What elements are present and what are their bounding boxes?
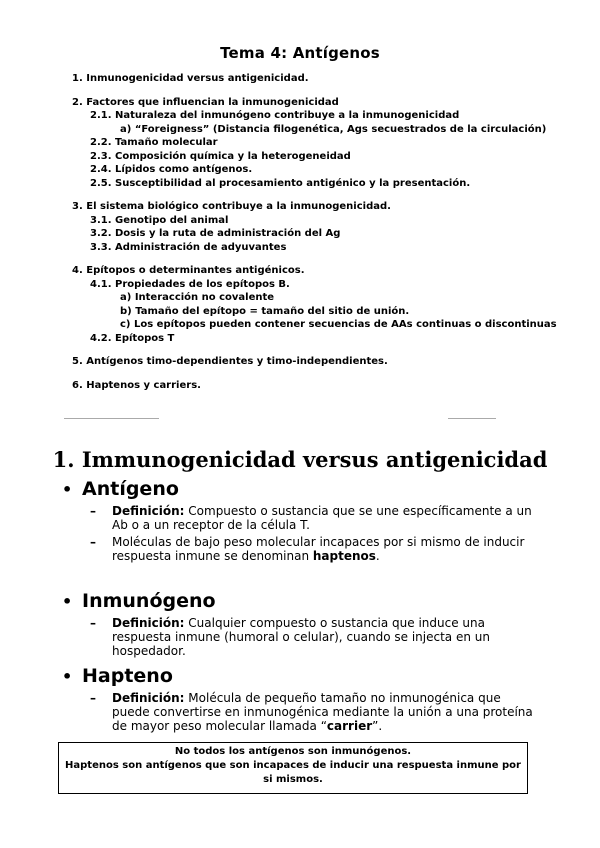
list-item: – Definición: Compuesto o sustancia que se une específicamente a un Ab o a un receptor de la célula T.: [90, 504, 532, 532]
slide-heading: 1. Immunogenicidad versus antigenicidad: [52, 447, 548, 472]
toc-section: [72, 355, 582, 369]
callout-box: [58, 742, 528, 794]
term-hapteno: Hapteno: [82, 665, 173, 687]
toc-subitem: 4.2. Epítopos T: [90, 332, 175, 344]
toc-subitem: b) Tamaño del epítopo = tamaño del sitio de unión.: [120, 305, 410, 317]
callout-line-1: No todos los antígenos son inmunógenos.: [174, 746, 412, 757]
toc-section: [72, 379, 582, 393]
dash-icon: –: [90, 691, 96, 705]
list-item: – Moléculas de bajo peso molecular incapaces por si mismo de inducir respuesta inmune se denominan haptenos.: [90, 535, 525, 563]
bullet-icon: •: [62, 592, 73, 611]
toc-subitem: c) Los epítopos pueden contener secuencias de AAs continuas o discontinuas: [120, 319, 557, 330]
section-hapteno: [62, 665, 542, 736]
toc-section: [72, 200, 582, 254]
list-item: – Definición: Cualquier compuesto o sustancia que induce una respuesta inmune (humoral o celular), cuando se injecta en un hospedador.: [90, 616, 490, 658]
toc-subitem: a) Interacción no covalente: [120, 292, 275, 303]
toc-item: 6. Haptenos y carriers.: [72, 379, 201, 391]
callout-line-2: Haptenos son antígenos que son incapaces de inducir una respuesta inmune por si mismos.: [65, 760, 521, 785]
toc-subitem: 3.1. Genotipo del animal: [90, 214, 229, 226]
dash-icon: –: [90, 535, 96, 549]
toc-subitem: 2.4. Lípidos como antígenos.: [90, 164, 253, 175]
toc-item: 3. El sistema biológico contribuye a la inmunogenicidad.: [72, 201, 391, 212]
section-antigeno: [62, 478, 542, 566]
toc-subitem: 2.5. Susceptibilidad al procesamiento antigénico y la presentación.: [90, 177, 471, 189]
toc-item: 4. Epítopos o determinantes antigénicos.: [72, 265, 305, 276]
term-inmunogeno: Inmunógeno: [82, 590, 216, 612]
dash-icon: –: [90, 616, 96, 630]
toc-section: [72, 72, 582, 86]
table-of-contents: [72, 72, 582, 402]
term-antigeno: Antígeno: [82, 478, 179, 500]
page-title: Tema 4: Antígenos: [220, 44, 380, 62]
toc-subitem: 3.2. Dosis y la ruta de administración del Ag: [90, 228, 341, 239]
toc-subitem: 4.1. Propiedades de los epítopos B.: [90, 278, 290, 290]
toc-section: [72, 96, 582, 191]
toc-subitem: 2.3. Composición química y la heterogeneidad: [90, 150, 351, 162]
toc-subitem: 3.3. Administración de adyuvantes: [90, 241, 287, 253]
bullet-icon: •: [62, 480, 73, 499]
toc-subitem: 2.1. Naturaleza del inmunógeno contribuye a la inmunogenicidad: [90, 110, 460, 121]
divider-left: [64, 418, 159, 419]
toc-subitem: a) “Foreigness” (Distancia filogenética, Ags secuestrados de la circulación): [120, 123, 547, 135]
toc-item: 5. Antígenos timo-dependientes y timo-independientes.: [72, 356, 388, 367]
toc-subitem: 2.2. Tamaño molecular: [90, 137, 218, 148]
dash-icon: –: [90, 504, 96, 518]
list-item: – Definición: Molécula de pequeño tamaño no inmunogénica que puede convertirse en inmunogénica mediante la unión a una proteína de mayor peso molecular llamada “carrier”.: [90, 691, 533, 733]
bullet-icon: •: [62, 667, 73, 686]
section-inmunogeno: [62, 590, 542, 661]
toc-item: 2. Factores que influencian la inmunogenicidad: [72, 96, 339, 108]
toc-item: 1. Inmunogenicidad versus antigenicidad.: [72, 73, 309, 84]
divider-right: [448, 418, 496, 419]
toc-section: [72, 264, 582, 345]
